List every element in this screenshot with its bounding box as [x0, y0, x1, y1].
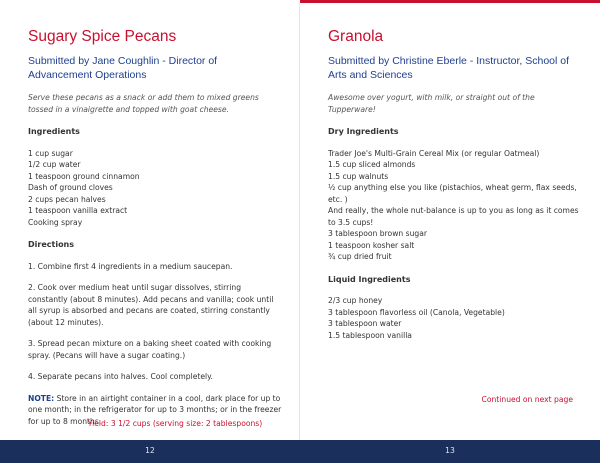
ingredient-item: 3 tablespoon flavorless oil (Canola, Vegetable) [328, 307, 505, 317]
direction-step: 4. Separate pecans into halves. Cool completely. [28, 372, 213, 381]
directions-heading: Directions [28, 240, 75, 249]
ingredients-list [28, 148, 282, 229]
ingredient-item: 1 teaspoon vanilla extract [28, 206, 128, 215]
dry-ingredients-heading: Dry Ingredients [328, 127, 399, 136]
yield-line: Yield: 3 1/2 cups (serving size: 2 tablespoons) [87, 419, 263, 428]
ingredient-item: 2 cups pecan halves [28, 194, 106, 204]
ingredient-item: 1.5 cup walnuts [328, 171, 389, 181]
continued-label: Continued on next page [481, 395, 573, 404]
ingredient-item: 1.5 cup sliced almonds [328, 160, 416, 169]
ingredient-item: 2/3 cup honey [328, 296, 383, 305]
ingredient-item: 1.5 tablespoon vanilla [328, 330, 412, 340]
ingredient-item: 3 tablespoon brown sugar [328, 229, 427, 238]
liquid-ingredients-heading: Liquid Ingredients [328, 274, 411, 284]
left-page [0, 0, 300, 440]
ingredient-item: 3 tablespoon water [328, 319, 402, 328]
direction-step: 1. Combine first 4 ingredients in a medium saucepan. [28, 261, 233, 271]
right-page [300, 0, 600, 440]
ingredient-item: Cooking spray [28, 217, 83, 227]
recipe-intro: Awesome over yogurt, with milk, or straight out of the Tupperware! [328, 93, 535, 114]
dry-ingredients-list [328, 148, 582, 263]
ingredient-item: And really, the whole nut-balance is up to you as long as it comes to 3.5 cups! [328, 206, 579, 227]
note-label: NOTE: [28, 393, 55, 403]
liquid-ingredients-list [328, 295, 582, 341]
ingredient-item: 1/2 cup water [28, 160, 81, 169]
page-number-left: 12 [145, 446, 155, 455]
page-number-right: 13 [445, 446, 455, 455]
direction-step: 3. Spread pecan mixture on a baking sheet coated with cooking spray. (Pecans will have a sugar coating.) [28, 339, 272, 360]
ingredient-item: ¾ cup dried fruit [328, 252, 392, 261]
direction-step: 2. Cook over medium heat until sugar dissolves, stirring constantly (about 8 minutes). Add pecans and vanilla; cook until all syrup is absorbed and pecans are coated, stirring constantly (about 12 minutes). [28, 283, 274, 327]
recipe-intro: Serve these pecans as a snack or add them to mixed greens tossed in a vinaigrette and topped with goat cheese. [28, 93, 259, 114]
ingredient-item: Trader Joe's Multi-Grain Cereal Mix (or regular Oatmeal) [328, 148, 540, 158]
ingredient-item: ½ cup anything else you like (pistachios, wheat germ, flax seeds, etc. ) [328, 183, 577, 204]
ingredient-item: 1 teaspoon ground cinnamon [28, 171, 140, 181]
ingredient-item: 1 teaspoon kosher salt [328, 240, 415, 250]
footer-bar [0, 440, 600, 463]
ingredient-item: 1 cup sugar [28, 148, 73, 158]
recipe-title: Sugary Spice Pecans [28, 28, 177, 45]
ingredient-item: Dash of ground cloves [28, 183, 113, 192]
ingredients-heading: Ingredients [28, 127, 80, 136]
submitted-by: Submitted by Christine Eberle - Instructor, School of Arts and Sciences [328, 55, 570, 81]
submitted-by: Submitted by Jane Coughlin - Director of Advancement Operations [28, 55, 218, 81]
recipe-title: Granola [328, 28, 384, 45]
note-text: Store in an airtight container in a cool, dark place for up to one month; in the refrigerator for up to 3 months; or in the freezer for up to 8 months. [28, 393, 282, 426]
